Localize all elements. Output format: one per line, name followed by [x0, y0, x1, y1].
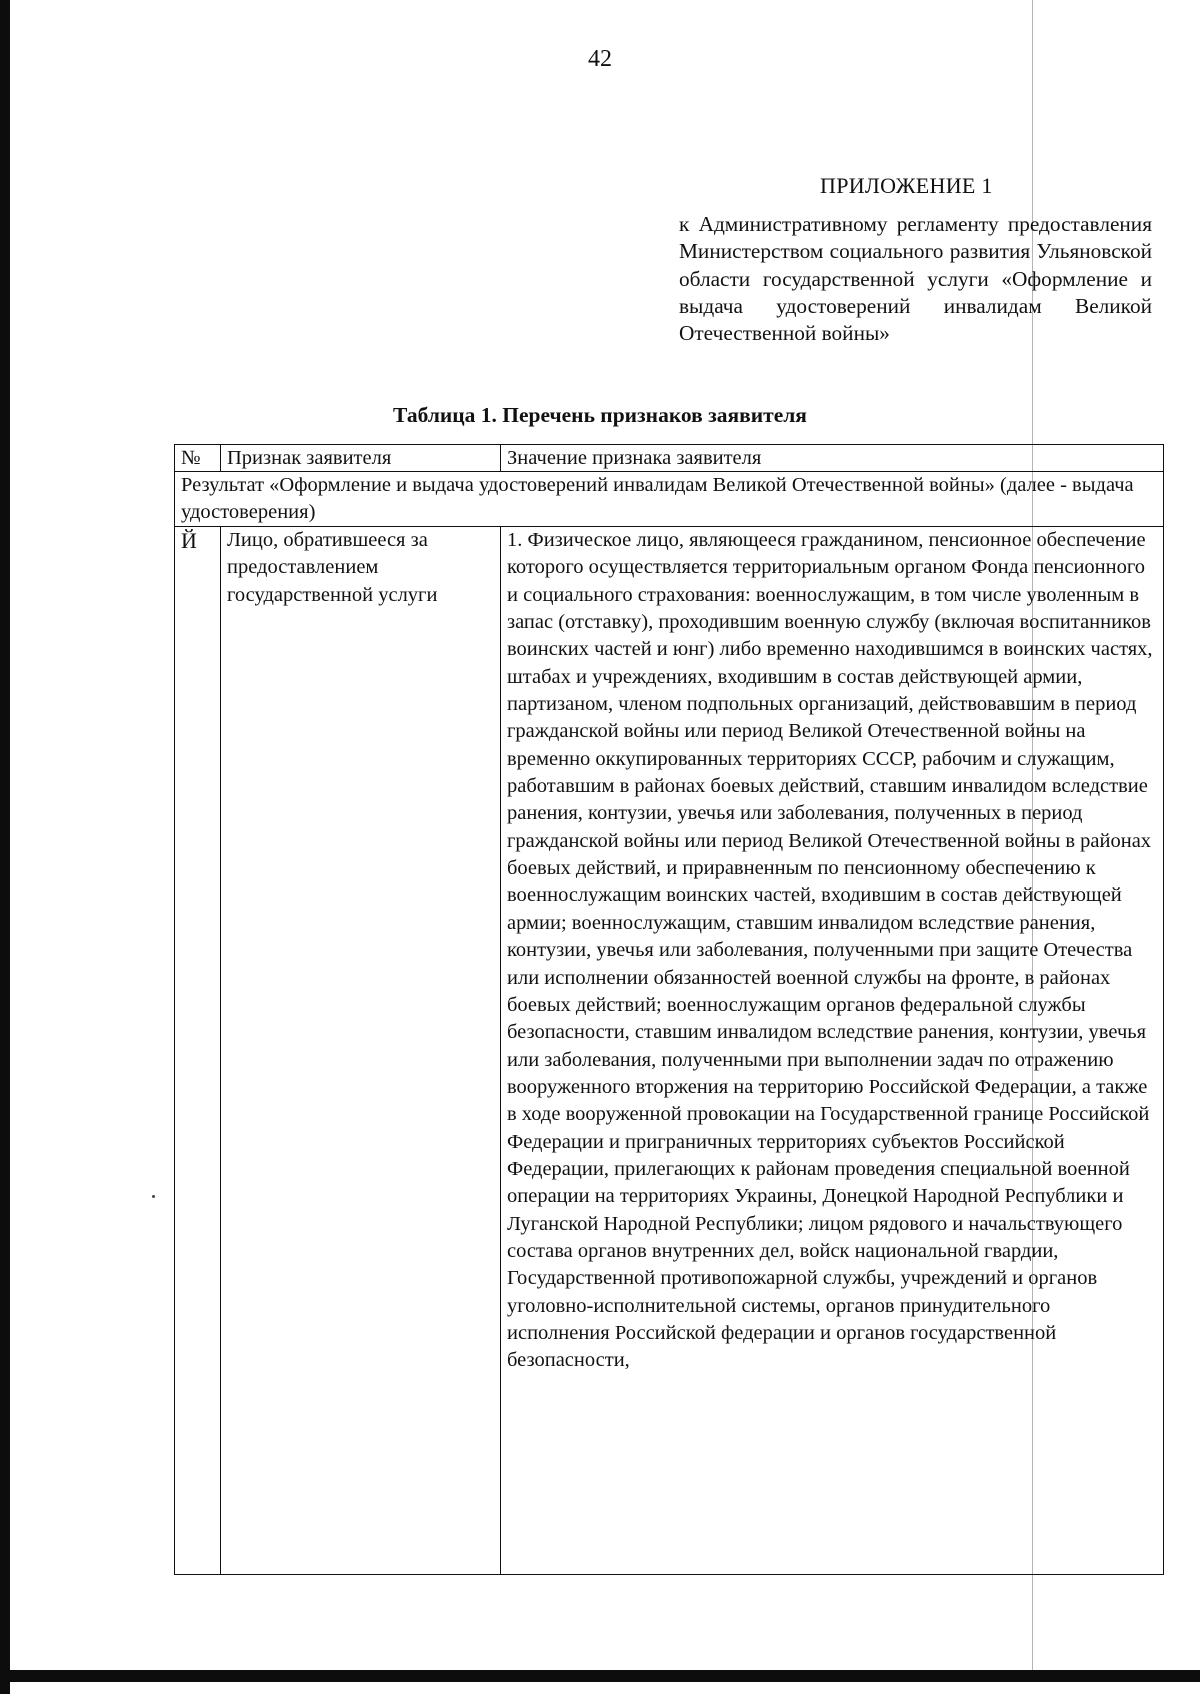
row-number: Й	[175, 527, 221, 1575]
appendix-reference: к Административному регламенту предоставления Министерством социального развития Ульяновской области государственной услуги «Оформление и выдача удостоверений инвалидам Великой Отечественной войны»	[679, 212, 1152, 346]
header-value: Значение признака заявителя	[501, 445, 1164, 472]
scan-border-bottom	[0, 1670, 1200, 1682]
table-caption: Таблица 1. Перечень признаков заявителя	[393, 403, 807, 427]
appendix-title: ПРИЛОЖЕНИЕ 1	[820, 173, 993, 198]
row-value: 1. Физическое лицо, являющееся гражданином, пенсионное обеспечение которого осуществляется территориальным органом Фонда пенсионного и социального страхования: военнослужащим, в том числе уволенным в запас (отставку), проходившим военную службу (включая воспитанников воинских частей и юнг) либо временно находившимся в воинских частях, штабах и учреждениях, входившим в состав действующей армии, партизаном, членом подпольных организаций, действовавшим в период гражданской войны или период Великой Отечественной войны на временно оккупированных территориях СССР, рабочим и служащим, работавшим в районах боевых действий, ставшим инвалидом вследствие ранения, контузии, увечья или заболевания, полученных в период гражданской войны или период Великой Отечественной войны в районах боевых действий, и приравненным по пенсионному обеспечению к военнослужащим воинских частей, входившим в состав действующей армии; военнослужащим, ставшим инвалидом вследствие ранения, контузии, увечья или заболевания, полученными при защите Отечества или исполнении обязанностей военной службы на фронте, в районах боевых действий; военнослужащим органов федеральной службы безопасности, ставшим инвалидом вследствие ранения, контузии, увечья или заболевания, полученными при выполнении задач по отражению вооруженного вторжения на территорию Российской Федерации, а также в ходе вооруженной провокации на Государственной границе Российской Федерации и приграничных территориях субъектов Российской Федерации, прилегающих к районам проведения специальной военной операции на территориях Украины, Донецкой Народной Республики и Луганской Народной Республики; лицом рядового и начальствующего состава органов внутренних дел, войск национальной гвардии, Государственной противопожарной службы, учреждений и органов уголовно-исполнительной системы, органов принудительного исполнения Российской федерации и органов государственной безопасности,	[501, 527, 1164, 1575]
header-number: №	[175, 445, 221, 472]
scan-border-left	[0, 0, 10, 1694]
table-row	[175, 527, 1164, 1575]
section-title: Результат «Оформление и выдача удостоверений инвалидам Великой Отечественной войны» (далее - выдача удостоверения)	[175, 472, 1164, 527]
scan-speck	[152, 1195, 155, 1198]
applicant-signs-table	[174, 444, 1164, 1575]
row-sign: Лицо, обратившееся за предоставлением государственной услуги	[221, 527, 501, 1575]
table-header-row	[175, 445, 1164, 472]
header-sign: Признак заявителя	[221, 445, 501, 472]
table-section-row	[175, 472, 1164, 527]
page-number: 42	[588, 46, 612, 72]
